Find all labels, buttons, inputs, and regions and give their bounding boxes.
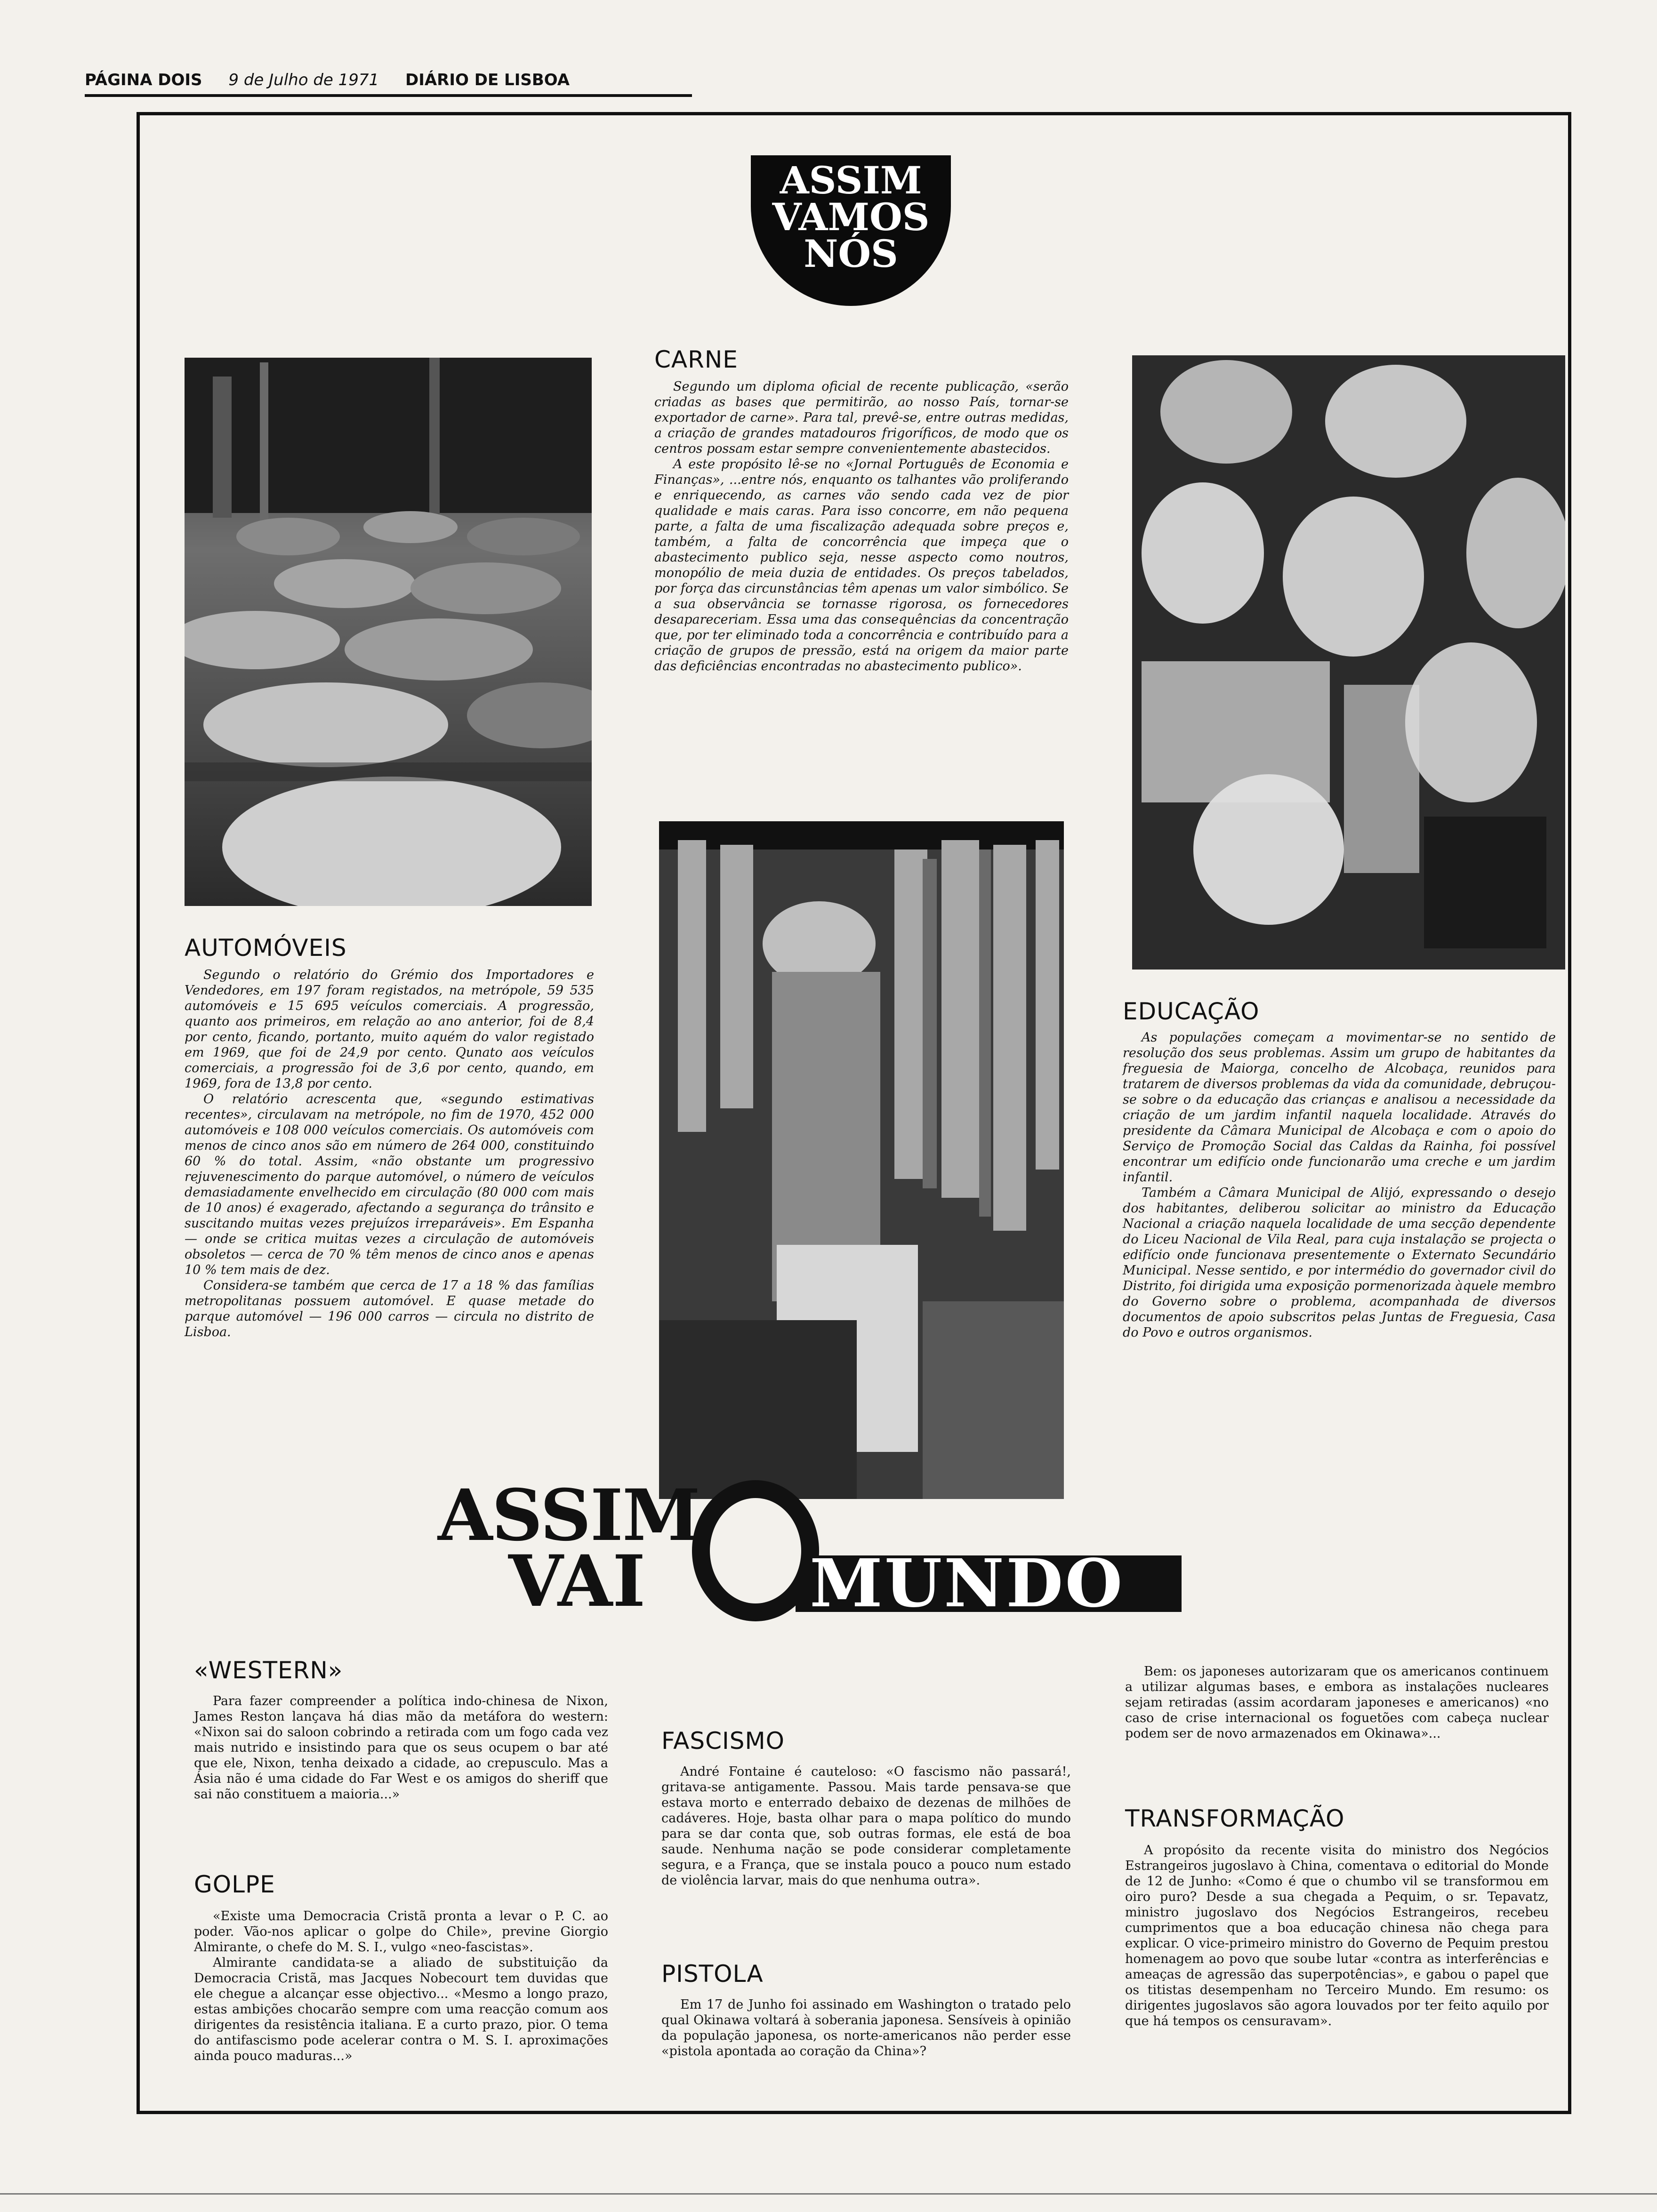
issue-date: 9 de Julho de 1971 xyxy=(228,71,379,89)
pistola-paragraph: Em 17 de Junho foi assinado em Washington o tratado pelo qual Okinawa voltará à soberania japonesa. Sensíveis à opinião da população japonesa, os norte-americanos não perder esse «pistola apontada ao coração da China»? xyxy=(661,1997,1071,2059)
golpe-heading: GOLPE xyxy=(194,1871,275,1898)
educacao-heading: EDUCAÇÃO xyxy=(1123,998,1260,1025)
automoveis-heading: AUTOMÓVEIS xyxy=(185,934,347,962)
golpe-article xyxy=(194,1908,608,2064)
butcher-photo xyxy=(659,821,1064,1499)
logo-word-mundo: MUNDO xyxy=(810,1545,1125,1622)
fascismo-article xyxy=(661,1764,1071,1888)
header-rule xyxy=(85,94,692,97)
fascismo-paragraph: André Fontaine é cauteloso: «O fascismo não passará!, gritava-se antigamente. Passou. Mais tarde pensava-se que estava morto e enterrado debaixo de dezenas de milhões de cadáveres. Hoje, basta olhar para o mapa político do mundo para se dar conta que, sob outras formas, ele está de boa saude. Nenhuma nação se pode considerar completamente segura, e a França, que se instala pouco a pouco num estado de violência larvar, mais do que nenhuma outra». xyxy=(661,1764,1071,1888)
western-heading: «WESTERN» xyxy=(194,1657,343,1684)
badge-line: VAMOS xyxy=(772,195,930,239)
page-header xyxy=(85,71,697,92)
pistola-heading: PISTOLA xyxy=(661,1960,764,1988)
golpe-paragraph: Almirante candidata-se a aliado de substituição da Democracia Cristã, mas Jacques Nobecourt tem duvidas que ele chegue a alcançar esse objectivo... «Mesmo a longo prazo, estas ambições chocarão sempre com uma reacção comum aos dirigentes da resistência italiana. E a curto prazo, pior. O tema do antifascismo pode acelerar contra o M. S. I. aproximações ainda pouco maduras...» xyxy=(194,1956,608,2063)
badge-line: ASSIM xyxy=(780,158,922,202)
logo-ring-o xyxy=(692,1480,819,1621)
bottom-rule xyxy=(0,2193,1657,2195)
logo-word-vai: VAI xyxy=(508,1540,646,1623)
western-article xyxy=(194,1693,608,1802)
carne-heading: CARNE xyxy=(654,346,738,373)
educacao-paragraph: As populações começam a movimentar-se no sentido de resolução dos seus problemas. Assim um grupo de habitantes da freguesia de Maiorga, concelho de Alcobaça, reunidos para tratarem de diversos problemas da vida da comunidade, debruçou-se sobre o da educação das crianças e analisou a necessidade da criação de um jardim infantil naquela localidade. Através do presidente da Câmara Municipal de Alcobaça e com o apoio do Serviço de Promoção Social das Caldas da Rainha, foi possível encontrar um edifício onde funcionarão uma creche e um jardim infantil. xyxy=(1123,1030,1556,1185)
golpe-paragraph: «Existe uma Democracia Cristã pronta a levar o P. C. ao poder. Vão-nos aplicar o golpe do Chile», previne Giorgio Almirante, o chefe do M. S. I., vulgo «neo-fascistas». xyxy=(194,1909,608,1955)
transformacao-heading: TRANSFORMAÇÃO xyxy=(1125,1805,1345,1832)
badge-line: NÓS xyxy=(804,232,898,276)
bem-article xyxy=(1125,1664,1549,1741)
educacao-paragraph: Também a Câmara Municipal de Alijó, expressando o desejo dos habitantes, deliberou solicitar ao ministro da Educação Nacional a criação naquela localidade de uma secção dependente do Liceu Nacional de Vila Real, para cuja instalação se projecta o edifício onde funcionava presentemente o Externato Secundário Municipal. Nesse sentido, e por intermédio do governador civil do Distrito, foi dirigida uma exposição pormenorizada àquele membro do Governo sobre o problema, acompanhada de diversos documentos de apoio subscritos pelas Juntas de Freguesia, Casa do Povo e outros organismos. xyxy=(1123,1186,1556,1340)
automoveis-paragraph: O relatório acrescenta que, «segundo estimativas recentes», circulavam na metrópole, no fim de 1970, 452 000 automóveis e 108 000 veículos comerciais. Os automóveis com menos de cinco anos são em número de 264 000, constituindo 60 % do total. Assim, «não obstante um progressivo rejuvenescimento do parque automóvel, o número de veículos demasiadamente envelhecido em circulação (80 000 com mais de 10 anos) é exagerado, afectando a segurança do trânsito e suscitando muitas vezes prejuízos irreparáveis». Em Espanha — onde se critica muitas vezes a circulação de automóveis obsoletos — cerca de 70 % têm menos de cinco anos e apenas 10 % tem mais de dez. xyxy=(185,1092,594,1277)
educacao-article xyxy=(1123,1030,1556,1340)
western-paragraph: Para fazer compreender a política indo-chinesa de Nixon, James Reston lançava há dias mão da metáfora do western: «Nixon sai do saloon cobrindo a retirada com um fogo cada vez mais nutrido e insistindo para que os seus ocupem o bar até que ele, Nixon, tenha deixado a cidade, ao crepusculo. Mas a Ásia não é uma cidade do Far West e os amigos do sheriff que sai não constituem a maioria...» xyxy=(194,1694,608,1802)
automoveis-paragraph: Considera-se também que cerca de 17 a 18 % das famílias metropolitanas possuem automóvel. E quase metade do parque automóvel — 196 000 carros — circula no distrito de Lisboa. xyxy=(185,1278,594,1339)
fascismo-heading: FASCISMO xyxy=(661,1727,785,1755)
bem-paragraph: Bem: os japoneses autorizaram que os americanos continuem a utilizar algumas bases, e embora as instalações nucleares sejam retiradas (assim acordaram japoneses e americanos) «no caso de crise internacional os foguetões com cabeça nuclear podem ser de novo armazenados em Okinawa»... xyxy=(1125,1664,1549,1741)
page-label: PÁGINA DOIS xyxy=(85,71,202,89)
transformacao-article xyxy=(1125,1843,1549,2029)
automoveis-article xyxy=(185,967,594,1340)
carne-paragraph: A este propósito lê-se no «Jornal Português de Economia e Finanças», ...entre nós, enquanto os talhantes vão proliferando e enriquecendo, as carnes vão sendo cada vez de pior qualidade e mais caras. Para isso concorre, em não pequena parte, a falta de uma fiscalização adequada sobre preços e, também, a falta de concorrência que impeça que o abastecimento publico seja, nesse aspecto como noutros, monopólio de meia duzia de entidades. Os preços tabelados, por força das circunstâncias têm apenas um valor simbólico. Se a sua observância se tornasse rigorosa, os fornecedores desapareceriam. Essa uma das consequências da concentração que, por ter eliminado toda a concorrência e contribuído para a criação de grupos de pressão, está na origem da maior parte das deficiências encontradas no abastecimento publico». xyxy=(654,457,1069,673)
automoveis-paragraph: Segundo o relatório do Grémio dos Importadores e Vendedores, em 197 foram registados, na metrópole, 59 535 automóveis e 15 695 veículos comerciais. A progressão, quanto aos primeiros, em relação ao ano anterior, foi de 8,4 por cento, ficando, portanto, muito aquém do valor registado em 1969, que foi de 24,9 por cento. Qunato aos veículos comerciais, a progressão foi de 3,6 por cento, quando, em 1969, fora de 13,8 por cento. xyxy=(185,968,594,1091)
traffic-photo xyxy=(185,358,592,906)
pistola-article xyxy=(661,1997,1071,2059)
assim-vai-o-mundo-logo xyxy=(438,1474,1200,1640)
children-photo xyxy=(1132,355,1565,970)
carne-paragraph: Segundo um diploma oficial de recente publicação, «serão criadas as bases que permitirão, ao nosso País, tornar-se exportador de carne». Para tal, prevê-se, entre outras medidas, a criação de grandes matadouros frigoríficos, de modo que os centros possam estar sempre convenientemente abastecidos. xyxy=(654,379,1069,456)
transformacao-paragraph: A propósito da recente visita do ministro dos Negócios Estrangeiros jugoslavo à China, comentava o editorial do Monde de 12 de Junho: «Como é que o chumbo vil se transformou em oiro puro? Desde a sua chegada a Pequim, o sr. Tepavatz, ministro jugoslavo dos Negócios Estrangeiros, recebeu cumprimentos que a boa educação chinesa não chega para explicar. O vice-primeiro ministro do Governo de Pequim prestou homenagem ao povo que soube lutar «contra as interferências e ameaças de agressão das superpotências», e gabou o papel que os titistas desempenham no Terceiro Mundo. Em resumo: os dirigentes jugoslavos são agora louvados por ter feito aquilo por que há tempos os censuravam». xyxy=(1125,1843,1549,2028)
carne-article xyxy=(654,379,1069,674)
newspaper-name: DIÁRIO DE LISBOA xyxy=(405,71,570,89)
logo-word-assim: ASSIM xyxy=(438,1474,700,1557)
